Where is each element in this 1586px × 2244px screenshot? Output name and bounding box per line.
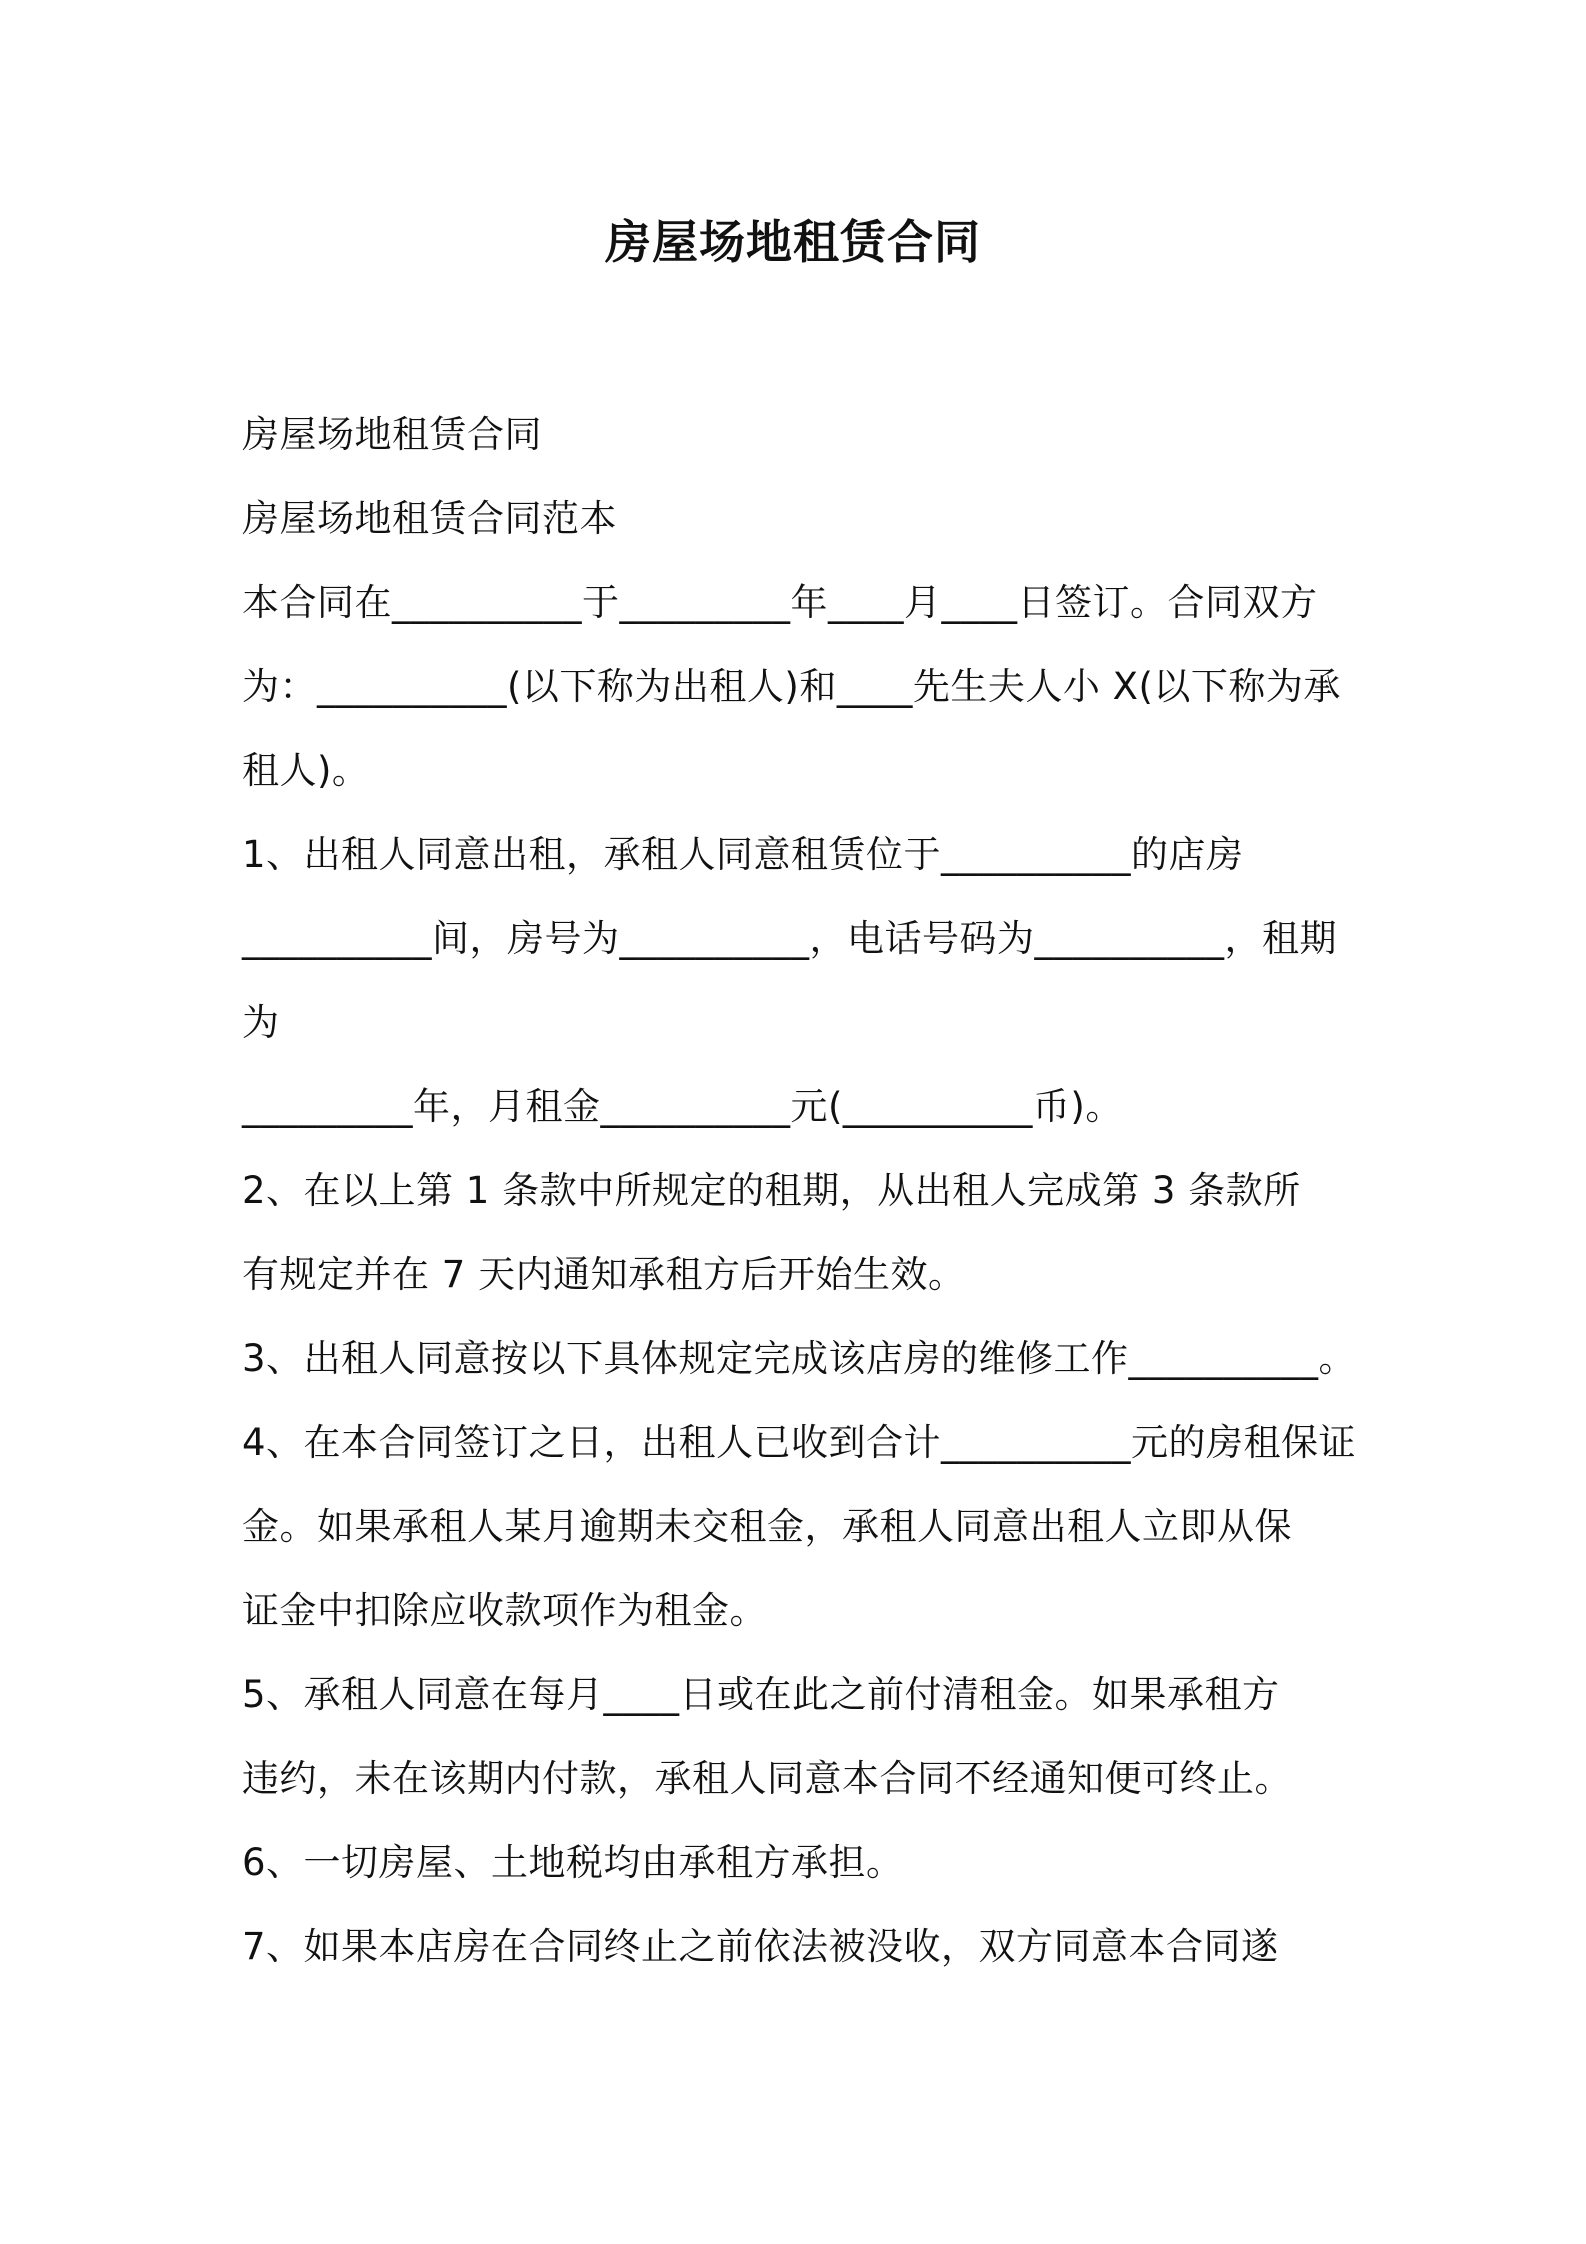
text-line: 3、出租人同意按以下具体规定完成该店房的维修工作__________。 [242, 1337, 1357, 1380]
text-line: 4、在本合同签订之日，出租人已收到合计__________元的房租保证 [242, 1421, 1357, 1464]
text-line: 房屋场地租赁合同范本 [242, 497, 617, 540]
text-line: 租人)。 [242, 749, 370, 792]
text-line: 6、一切房屋、土地税均由承租方承担。 [242, 1841, 904, 1884]
text-line: 本合同在__________于_________年____月____日签订。合同双方 [242, 581, 1318, 624]
document-title: 房屋场地租赁合同 [605, 215, 981, 269]
text-line: 违约，未在该期内付款，承租人同意本合同不经通知便可终止。 [242, 1757, 1292, 1800]
text-line: 房屋场地租赁合同 [242, 413, 542, 456]
text-line: 为：__________(以下称为出租人)和____先生夫人小 X(以下称为承 [242, 665, 1341, 708]
text-line: 1、出租人同意出租，承租人同意租赁位于__________的店房 [242, 833, 1244, 876]
text-line: 5、承租人同意在每月____日或在此之前付清租金。如果承租方 [242, 1673, 1280, 1716]
text-line: 金。如果承租人某月逾期未交租金，承租人同意出租人立即从保 [242, 1505, 1292, 1548]
text-line: _________年，月租金__________元(__________币)。 [242, 1085, 1123, 1128]
text-line: 证金中扣除应收款项作为租金。 [242, 1589, 767, 1632]
text-line: 7、如果本店房在合同终止之前依法被没收，双方同意本合同遂 [242, 1925, 1279, 1968]
text-line: 为 [242, 1001, 280, 1044]
text-line: 2、在以上第 1 条款中所规定的租期，从出租人完成第 3 条款所 [242, 1169, 1301, 1212]
text-line: __________间，房号为__________，电话号码为__________，租期 [242, 917, 1337, 960]
text-line: 有规定并在 7 天内通知承租方后开始生效。 [242, 1253, 966, 1296]
